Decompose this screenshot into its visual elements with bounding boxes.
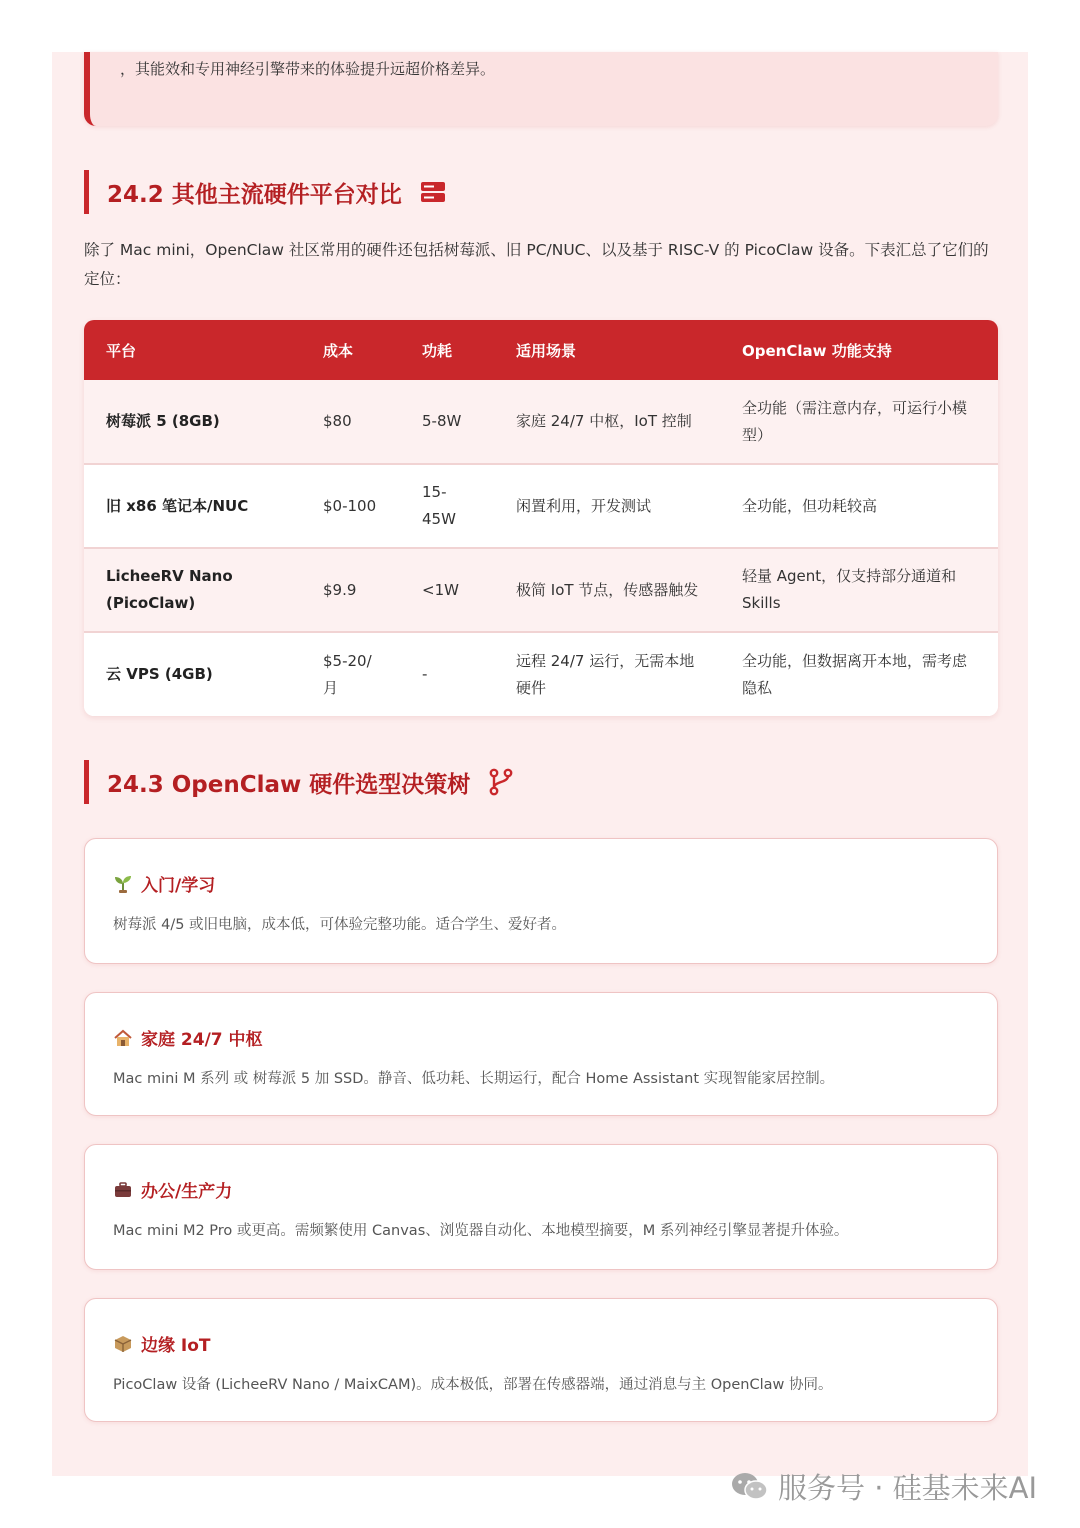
cell-platform: LicheeRV Nano (PicoClaw)	[106, 567, 233, 612]
cell-scenario: 极简 IoT 节点，传感器触发	[516, 580, 699, 599]
cell-cost: $0-100	[323, 496, 377, 515]
cell-platform: 旧 x86 笔记本/NUC	[106, 496, 249, 515]
branch-icon	[488, 768, 514, 796]
cell-scenario: 闲置利用，开发测试	[516, 496, 652, 515]
cell-support: 轻量 Agent，仅支持部分通道和 Skills	[742, 567, 957, 612]
cell-power: <1W	[422, 580, 459, 599]
callout-text: ，其能效和专用神经引擎带来的体验提升远超价格差异。	[120, 60, 496, 78]
watermark	[730, 1466, 1037, 1507]
intro-paragraph: 除了 Mac mini，OpenClaw 社区常用的硬件还包括树莓派、旧 PC/NUC、以及基于 RISC-V 的 PicoClaw 设备。下表汇总了它们的定位：	[84, 241, 989, 288]
table-row	[84, 548, 998, 632]
cell-scenario: 远程 24/7 运行，无需本地硬件	[516, 651, 695, 697]
section-title-24-3	[84, 760, 514, 804]
cell-scenario: 家庭 24/7 中枢，IoT 控制	[516, 412, 692, 430]
table-row	[84, 464, 998, 548]
cell-platform: 云 VPS (4GB)	[106, 665, 213, 683]
cell-power: 15-45W	[422, 483, 456, 528]
header-platform: 平台	[106, 341, 137, 360]
cell-cost: $9.9	[323, 580, 357, 599]
section-title-24-2	[84, 170, 446, 214]
comparison-table	[84, 320, 998, 716]
article-page	[52, 52, 1028, 1476]
card-title: 办公/生产力	[141, 1182, 233, 1202]
cell-platform: 树莓派 5 (8GB)	[106, 412, 220, 430]
briefcase-icon	[113, 1180, 133, 1200]
cell-support: 全功能，但数据离开本地，需考虑隐私	[742, 651, 968, 697]
cell-support: 全功能，但功耗较高	[742, 496, 878, 515]
cell-power: 5-8W	[422, 412, 462, 430]
decision-card	[84, 992, 998, 1116]
card-body: PicoClaw 设备 (LicheeRV Nano / MaixCAM)。成本极低，部署在传感器端，通过消息与主 OpenClaw 协同。	[113, 1377, 833, 1393]
card-body: Mac mini M2 Pro 或更高。需频繁使用 Canvas、浏览器自动化、本地模型摘要，M 系列神经引擎显著提升体验。	[113, 1223, 849, 1239]
card-body: 树莓派 4/5 或旧电脑，成本低，可体验完整功能。适合学生、爱好者。	[113, 917, 567, 933]
wechat-icon	[730, 1471, 770, 1503]
table-row	[84, 632, 998, 716]
table-header-row	[84, 320, 998, 380]
header-support: OpenClaw 功能支持	[742, 341, 892, 360]
section-title-text: 24.2 其他主流硬件平台对比	[107, 181, 402, 208]
house-icon	[113, 1028, 133, 1048]
cell-cost: $5-20/月	[323, 651, 372, 697]
section-title-text: 24.3 OpenClaw 硬件选型决策树	[107, 771, 471, 798]
server-icon	[420, 181, 446, 203]
decision-card	[84, 838, 998, 964]
card-title: 家庭 24/7 中枢	[141, 1030, 263, 1050]
cell-cost: $80	[323, 412, 352, 430]
card-body: Mac mini M 系列 或 树莓派 5 加 SSD。静音、低功耗、长期运行，配合 Home Assistant 实现智能家居控制。	[113, 1071, 835, 1087]
decision-card	[84, 1144, 998, 1270]
header-scenario: 适用场景	[516, 341, 577, 360]
card-title: 边缘 IoT	[141, 1336, 211, 1356]
decision-card	[84, 1298, 998, 1422]
header-power: 功耗	[422, 341, 453, 360]
card-title: 入门/学习	[141, 876, 216, 896]
watermark-text: 服务号 · 硅基未来AI	[778, 1471, 1038, 1505]
cell-power: -	[422, 665, 428, 683]
table-row	[84, 380, 998, 464]
package-icon	[113, 1334, 133, 1354]
seedling-icon	[113, 874, 133, 894]
callout-box	[84, 52, 998, 126]
header-cost: 成本	[323, 341, 354, 360]
cell-support: 全功能（需注意内存，可运行小模型）	[742, 398, 968, 444]
